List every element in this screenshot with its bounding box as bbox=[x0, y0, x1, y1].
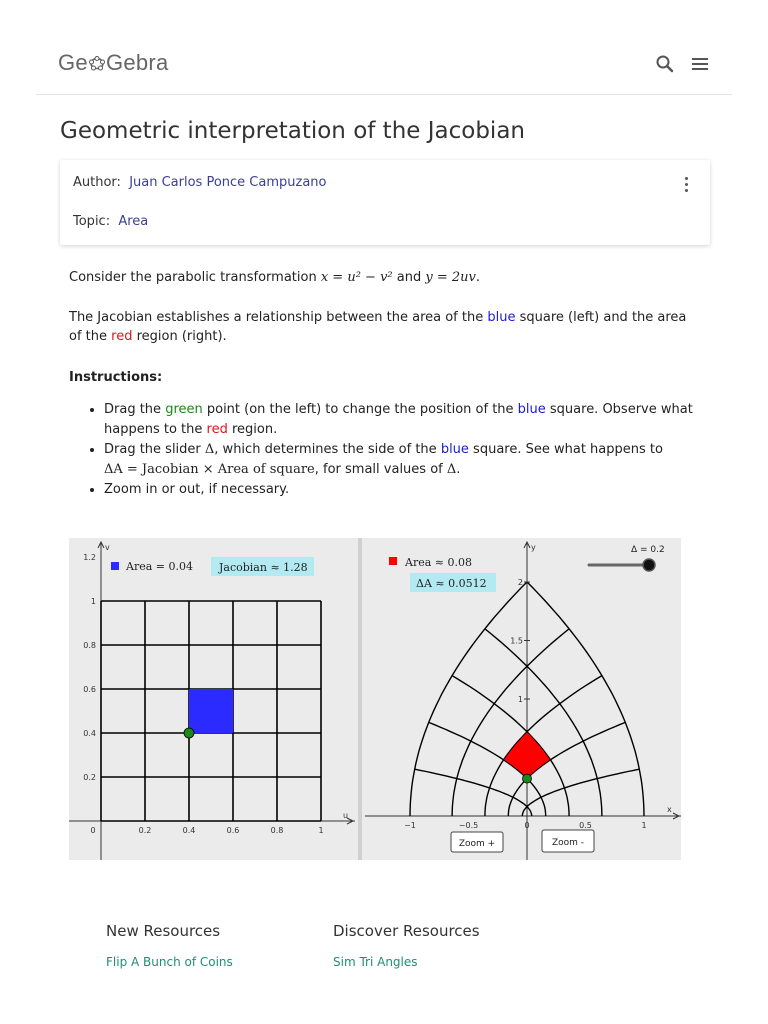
topic-row bbox=[73, 214, 148, 229]
intro-paragraph-2: The Jacobian establishes a relationship between the area of the blue square (left) and the area of the red region (right). bbox=[69, 310, 687, 344]
y-axis-label: y bbox=[531, 543, 536, 552]
author-row bbox=[73, 175, 327, 190]
intro-paragraph-1: Consider the parabolic transformation x = u² − v² and y = 2uv. bbox=[69, 270, 481, 285]
u-const-curve bbox=[452, 676, 569, 816]
u-tick-label: 1 bbox=[318, 826, 324, 835]
u-tick-labels bbox=[90, 826, 323, 835]
list-item: • Drag the green point (on the left) to change the position of the blue square. Observe what happens to the red region. bbox=[104, 400, 704, 440]
discover-resources-heading: Discover Resources bbox=[333, 922, 480, 940]
u-tick-label: 0 bbox=[90, 826, 96, 835]
u-const-curve bbox=[485, 629, 602, 816]
hamburger-menu-icon[interactable] bbox=[688, 52, 712, 76]
u-tick-label: 0.4 bbox=[182, 826, 196, 835]
more-options-icon[interactable] bbox=[682, 177, 690, 195]
new-resources-heading: New Resources bbox=[106, 922, 221, 940]
blue-legend-swatch bbox=[111, 562, 119, 570]
v-tick-label: 1.2 bbox=[83, 553, 96, 562]
geogebra-flower-icon bbox=[88, 54, 106, 72]
v-tick-label: 0.4 bbox=[83, 729, 96, 738]
u-tick-label: 0.8 bbox=[270, 826, 284, 835]
instructions-list bbox=[86, 400, 704, 500]
zoom-out-button[interactable] bbox=[542, 830, 594, 852]
u-tick-label: 0.2 bbox=[138, 826, 152, 835]
u-axis-label: u bbox=[343, 811, 349, 820]
x-axis-label: x bbox=[667, 805, 672, 814]
x-tick-label: 0 bbox=[524, 821, 530, 830]
right-graphics-view[interactable] bbox=[365, 542, 681, 860]
delta-a-label: ΔA ≈ 0.0512 bbox=[416, 577, 487, 590]
left-graphics-view[interactable] bbox=[69, 542, 355, 860]
red-region bbox=[504, 732, 551, 779]
area-label-right: Area ≈ 0.08 bbox=[405, 556, 472, 569]
discover-resource-link[interactable]: Sim Tri Angles bbox=[333, 955, 418, 969]
y-tick-label: 1 bbox=[517, 695, 523, 704]
view-divider[interactable] bbox=[358, 538, 362, 860]
v-tick-labels bbox=[83, 553, 96, 782]
slider-knob[interactable] bbox=[643, 559, 655, 571]
x-tick-label: −0.5 bbox=[458, 821, 479, 830]
zoom-in-label: Zoom + bbox=[458, 839, 496, 849]
v-tick-label: 0.8 bbox=[83, 641, 96, 650]
x-tick-labels bbox=[404, 821, 646, 830]
y-tick-label: 1.5 bbox=[510, 636, 523, 646]
site-header bbox=[36, 40, 732, 95]
zoom-in-button[interactable] bbox=[451, 832, 503, 852]
author-label: Author: bbox=[73, 175, 121, 190]
author-link[interactable]: Juan Carlos Ponce Campuzano bbox=[129, 175, 327, 190]
list-item: • Zoom in or out, if necessary. bbox=[104, 480, 704, 500]
blue-square bbox=[189, 689, 233, 733]
x-tick-label: 0.5 bbox=[579, 821, 592, 830]
red-legend-swatch bbox=[389, 557, 397, 565]
u-tick-label: 0.6 bbox=[226, 826, 240, 835]
list-item: • Drag the slider Δ, which determines the side of the blue square. See what happens to ΔA = Jacobian × Area of square, for small values of Δ. bbox=[104, 440, 704, 480]
v-tick-label: 1 bbox=[90, 597, 96, 606]
green-image-point bbox=[523, 774, 532, 783]
v-axis-label: v bbox=[105, 543, 110, 552]
zoom-out-label: Zoom - bbox=[551, 838, 585, 848]
topic-link[interactable]: Area bbox=[118, 214, 149, 229]
jacobian-label: Jacobian ≈ 1.28 bbox=[219, 561, 308, 574]
slider-label: Δ = 0.2 bbox=[631, 545, 665, 555]
new-resource-link[interactable]: Flip A Bunch of Coins bbox=[106, 955, 233, 969]
page-title: Geometric interpretation of the Jacobian bbox=[60, 118, 525, 144]
v-tick-label: 0.2 bbox=[83, 773, 96, 782]
x-tick-label: 1 bbox=[641, 821, 647, 830]
x-tick-label: −1 bbox=[404, 821, 416, 830]
applet-canvas[interactable] bbox=[69, 538, 681, 860]
area-label-left: Area = 0.04 bbox=[126, 560, 193, 573]
instructions-heading: Instructions: bbox=[69, 370, 163, 385]
v-const-curve bbox=[522, 769, 639, 816]
green-draggable-point[interactable] bbox=[184, 728, 194, 738]
y-tick-label: 2 bbox=[517, 578, 523, 587]
v-const-curve bbox=[452, 629, 569, 816]
search-icon[interactable] bbox=[653, 52, 677, 76]
v-tick-label: 0.6 bbox=[83, 685, 96, 694]
u-const-curve bbox=[415, 769, 532, 816]
v-const-curve bbox=[485, 676, 602, 816]
meta-card bbox=[60, 160, 710, 245]
geogebra-applet[interactable] bbox=[69, 538, 681, 860]
topic-label: Topic: bbox=[73, 214, 111, 229]
geogebra-logo[interactable]: Ge Gebra bbox=[58, 50, 169, 75]
